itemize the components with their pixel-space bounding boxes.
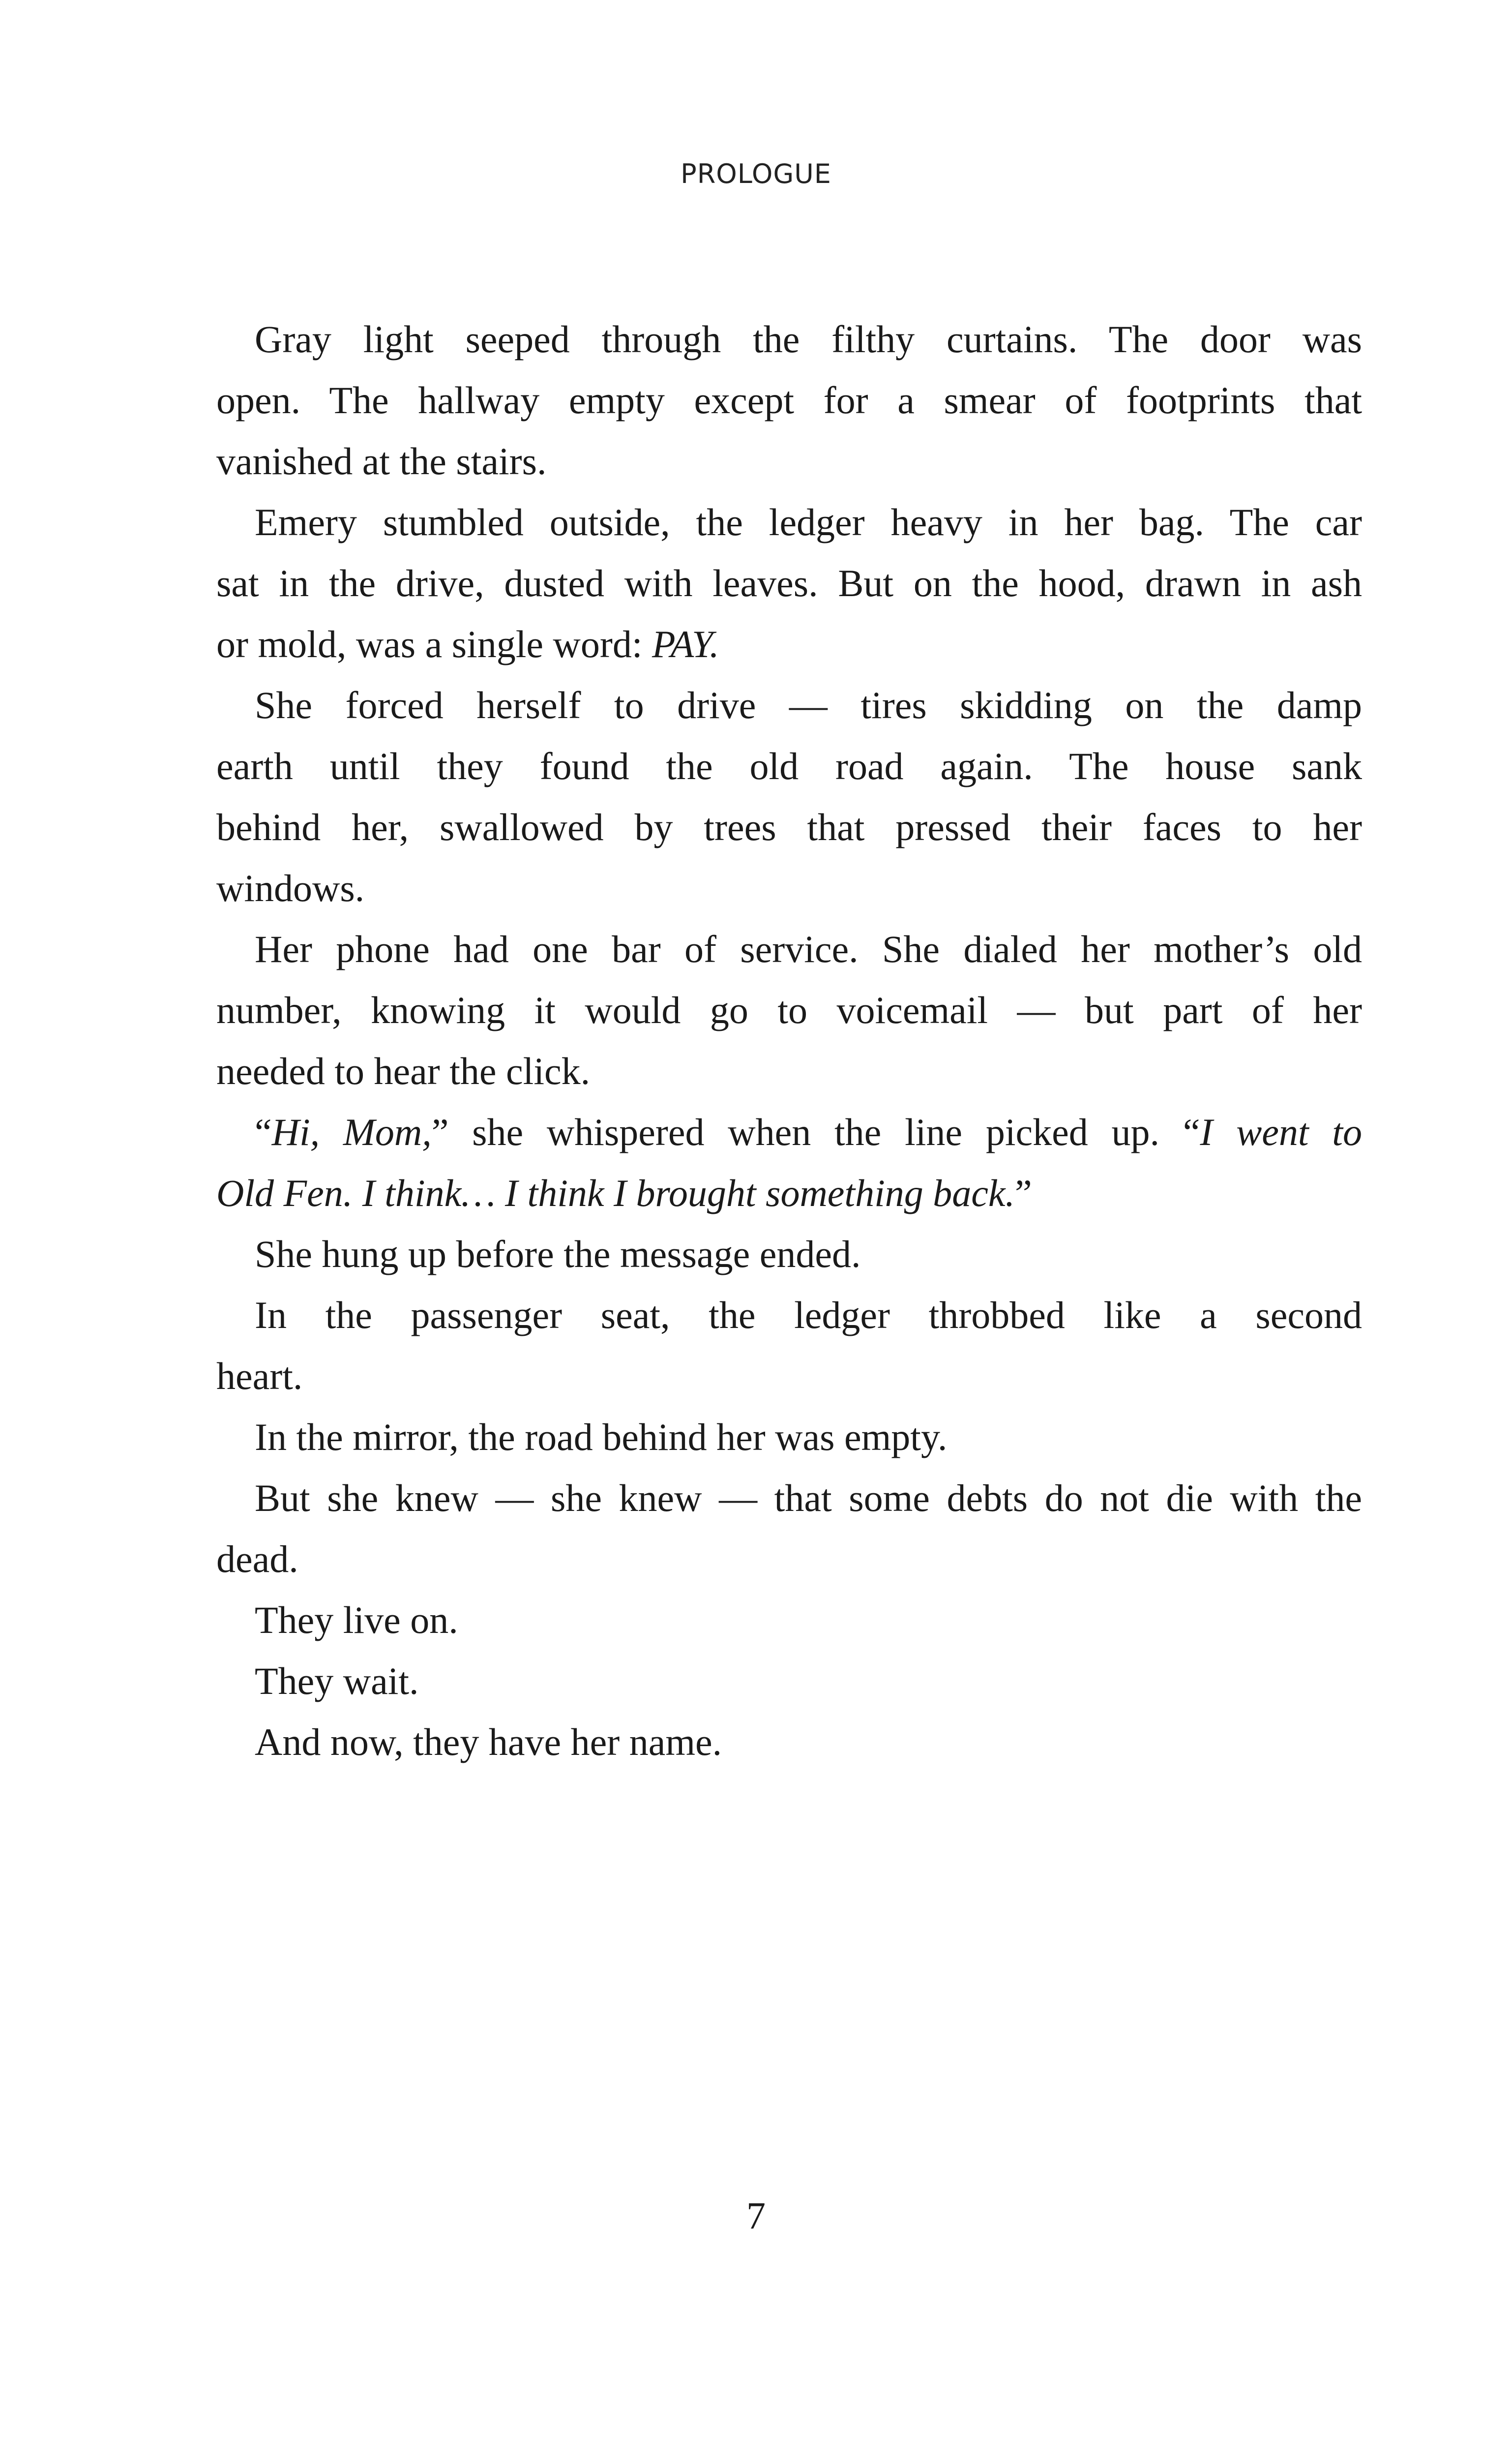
paragraph-6: [216, 1224, 1362, 1285]
text-line: In the mirror, the road behind her was empty.: [255, 1416, 948, 1458]
text-run: ”: [1014, 1172, 1032, 1214]
italic-run: Old Fen. I think… I think I brought something back.: [216, 1172, 1015, 1214]
running-head: PROLOGUE: [681, 158, 831, 189]
text-line: Emery stumbled outside, the ledger heavy in her bag. The car: [255, 501, 1362, 543]
text-line: needed to hear the click.: [216, 1050, 591, 1092]
text-line: Gray light seeped through the filthy curtains. The door was: [255, 318, 1362, 361]
text-line: Her phone had one bar of service. She dialed her mother’s old: [255, 928, 1362, 970]
text-line: number, knowing it would go to voicemail — but part of her: [216, 989, 1362, 1031]
paragraph-4: [216, 919, 1362, 1102]
text-run: or mold, was a single word:: [216, 623, 652, 665]
paragraph-7: [216, 1285, 1362, 1407]
text-line: And now, they have her name.: [255, 1720, 722, 1763]
text-run: “: [255, 1111, 272, 1153]
paragraph-8: [216, 1407, 1362, 1468]
text-line: She forced herself to drive — tires skidding on the damp: [255, 684, 1362, 726]
text-line: open. The hallway empty except for a smear of footprints that: [216, 379, 1362, 422]
text-line: They wait.: [255, 1659, 419, 1702]
paragraph-5: [216, 1102, 1362, 1224]
page-number: 7: [746, 2194, 766, 2237]
text-line: heart.: [216, 1355, 303, 1397]
text-line: dead.: [216, 1538, 298, 1580]
italic-run: I went to: [1200, 1111, 1362, 1153]
text-line: sat in the drive, dusted with leaves. But on the hood, drawn in ash: [216, 562, 1362, 604]
text-line: But she knew — she knew — that some debts do not die with the: [255, 1477, 1362, 1519]
paragraph-3: [216, 675, 1362, 919]
text-line: behind her, swallowed by trees that pressed their faces to her: [216, 806, 1362, 848]
paragraph-11: [216, 1651, 1362, 1712]
text-line: windows.: [216, 867, 365, 909]
text-line: [216, 1163, 1362, 1224]
paragraph-2: [216, 492, 1362, 675]
paragraph-12: [216, 1712, 1362, 1773]
text-line: vanished at the stairs.: [216, 440, 547, 483]
text-line: They live on.: [255, 1599, 458, 1641]
text-line: [216, 614, 1362, 675]
paragraph-1: [216, 309, 1362, 492]
text-line: [216, 1102, 1362, 1163]
paragraph-10: [216, 1590, 1362, 1651]
italic-word: PAY.: [652, 623, 719, 665]
paragraph-9: [216, 1468, 1362, 1590]
text-line: earth until they found the old road again. The house sank: [216, 745, 1362, 787]
text-line: In the passenger seat, the ledger throbbed like a second: [255, 1294, 1362, 1336]
italic-run: Hi, Mom,: [271, 1111, 432, 1153]
body-text: [216, 309, 1362, 1773]
text-line: She hung up before the message ended.: [255, 1233, 861, 1275]
text-run: ” she whispered when the line picked up. “: [431, 1111, 1200, 1153]
